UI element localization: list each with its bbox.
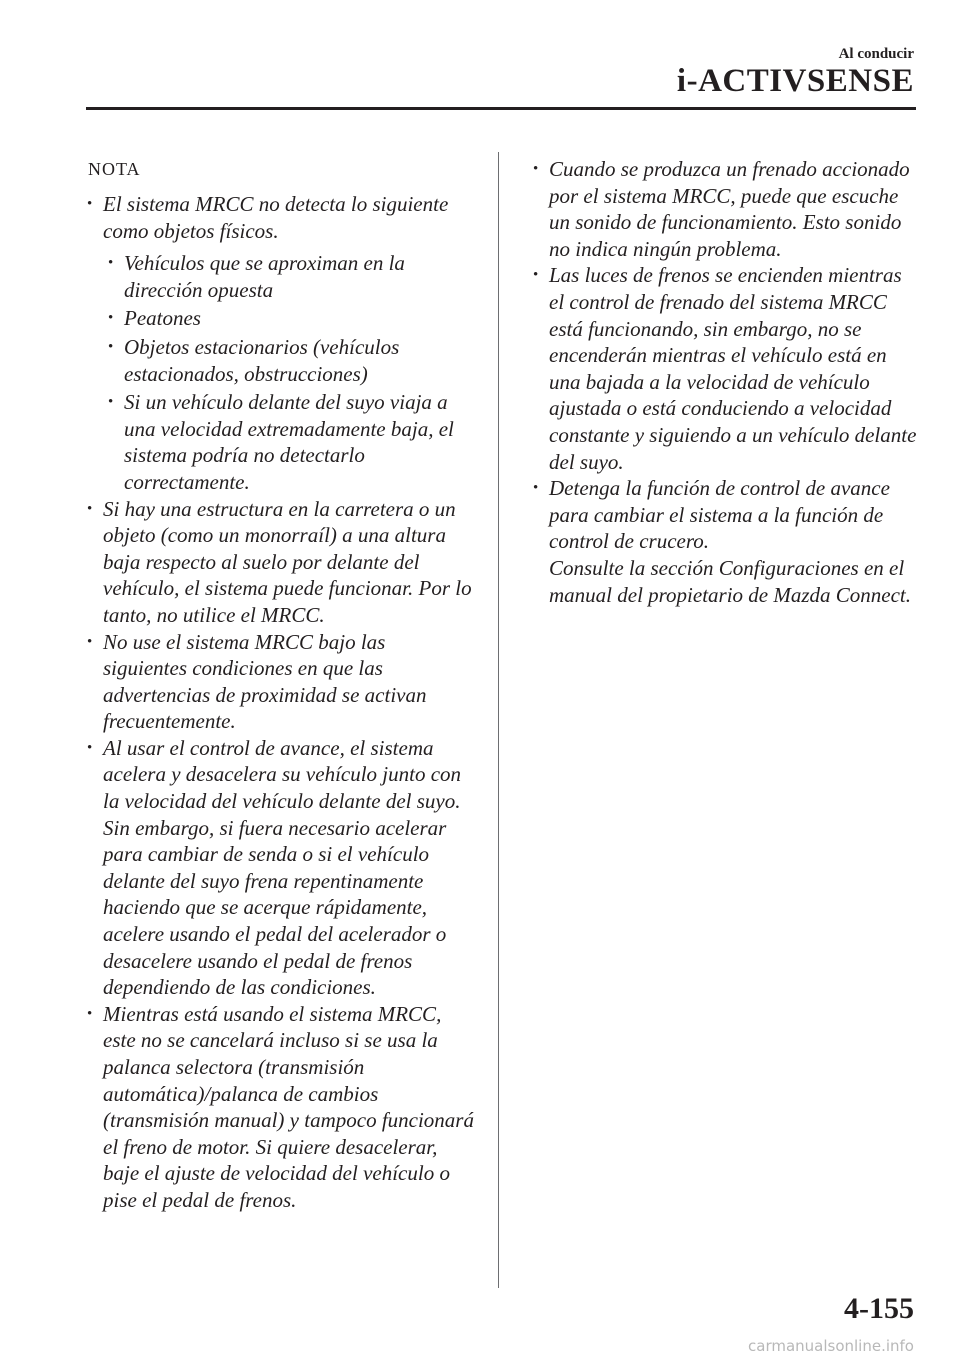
bullet-dot: • xyxy=(533,161,539,177)
sub-list-item-text: Objetos estacionarios (vehículos estacionados, obstrucciones) xyxy=(124,334,400,386)
sub-list xyxy=(70,250,474,495)
bullet-dot: • xyxy=(87,500,93,517)
bullet-dot: • xyxy=(533,480,539,497)
list-item-text: Las luces de frenos se encienden mientras el control de frenado del sistema MRCC está funcionando, sin embargo, no se encenderán mientras el vehículo está en una bajada a la velocidad de vehículo ajustada o está conduciendo a velocidad constante y siguiendo a un vehículo delante del suyo. xyxy=(549,263,917,474)
bullet-dot: • xyxy=(108,394,114,411)
list-item xyxy=(518,156,918,262)
list-item-text: Al usar el control de avance, el sistema acelera y desacelera su vehículo junto con la velocidad del vehículo delante del suyo. Sin embargo, si fuera necesario acelerar para cambiar de senda o si el vehículo delante del suyo frena repentinamente haciendo que se acerque rápidamente, acelere usando el pedal del acelerador o desacelere usando el pedal de frenos dependiendo de las condiciones. xyxy=(103,735,462,1000)
list-item-text: El sistema MRCC no detecta lo siguiente como objetos físicos. xyxy=(103,192,449,243)
column-divider xyxy=(498,152,499,1288)
bullet-dot: • xyxy=(533,267,539,284)
list-item-text: Mientras está usando el sistema MRCC, este no se cancelará incluso si se usa la palanca selectora (transmisión automática)/palanca de cambios (transmisión manual) y tampoco funcionará el freno de motor. Si quiere desacelerar, baje el ajuste de velocidad del vehículo o pise el pedal de frenos. xyxy=(103,1001,474,1212)
list-item-text: Si hay una estructura en la carretera o un objeto (como un monorraíl) a una altura baja respecto al suelo por delante del vehículo, el sistema puede funcionar. Por lo tanto, no utilice el MRCC. xyxy=(103,496,472,627)
page-number: 4-155 xyxy=(844,1292,914,1325)
sub-list-item xyxy=(70,334,474,387)
sub-list-item-text: Peatones xyxy=(124,306,201,331)
sub-list-item xyxy=(70,250,474,303)
left-column xyxy=(70,156,474,1214)
bullet-dot: • xyxy=(87,739,93,756)
bullet-dot: • xyxy=(87,633,93,650)
list-item xyxy=(70,496,474,629)
note-title: NOTA xyxy=(88,159,141,179)
list-item-text: No use el sistema MRCC bajo las siguientes condiciones en que las advertencias de proximidad se activan frecuentemente. xyxy=(103,629,427,734)
sub-list-item xyxy=(70,389,474,495)
list-item xyxy=(70,191,474,244)
section-label: Al conducir xyxy=(838,46,914,62)
list-item xyxy=(70,1001,474,1214)
bullet-dot: • xyxy=(87,1005,93,1022)
list-item xyxy=(518,475,918,608)
right-column xyxy=(518,156,918,608)
bullet-dot: • xyxy=(87,196,93,212)
sub-list-item xyxy=(70,305,474,332)
header-rule xyxy=(86,107,916,110)
bullet-dot: • xyxy=(108,338,114,355)
sub-list-item-text: Vehículos que se aproximan en la dirección opuesta xyxy=(124,251,405,302)
sub-list-item-text: Si un vehículo delante del suyo viaja a una velocidad extremadamente baja, el sistema podría no detectarlo correctamente. xyxy=(124,390,454,494)
list-item-text: Detenga la función de control de avance para cambiar el sistema a la función de control de crucero. xyxy=(549,476,890,554)
list-item-text: Cuando se produzca un frenado accionado por el sistema MRCC, puede que escuche un sonido de funcionamiento. Esto sonido no indica ningún problema. xyxy=(549,157,910,261)
bullet-dot: • xyxy=(108,310,114,327)
chapter-title: i-ACTIVSENSE xyxy=(676,63,914,99)
list-item xyxy=(70,735,474,1001)
bullet-dot: • xyxy=(108,255,114,272)
list-item xyxy=(518,262,918,475)
list-item xyxy=(70,629,474,735)
cross-reference-text: Consulte la sección Configuraciones en el manual del propietario de Mazda Connect. xyxy=(549,555,912,607)
watermark: carmanualsonline.info xyxy=(748,1337,914,1355)
